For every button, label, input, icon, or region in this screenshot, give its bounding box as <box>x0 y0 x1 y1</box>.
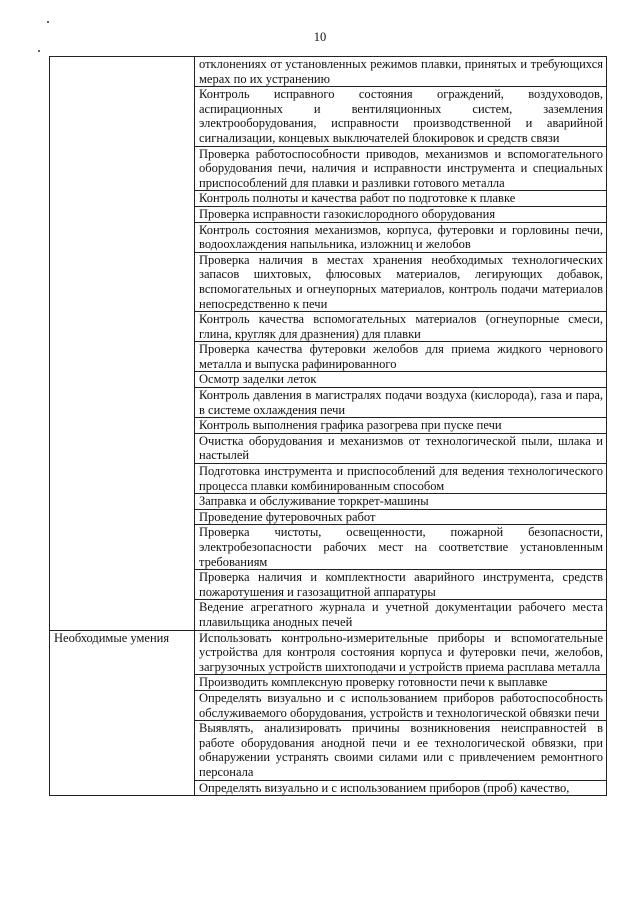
table-row <box>50 630 607 675</box>
requirements-table <box>49 56 607 796</box>
requirement-item: Проверка наличия и комплектности аварийного инструмента, средств пожаротушения и газозащитной аппаратуры <box>195 570 607 600</box>
requirement-item: Проведение футеровочных работ <box>195 509 607 525</box>
requirement-item: Заправка и обслуживание торкрет-машины <box>195 494 607 510</box>
requirement-item: Определять визуально и с использованием приборов (проб) качество, <box>195 780 607 796</box>
requirement-item: Контроль состояния механизмов, корпуса, футеровки и горловины печи, водоохлаждения напыльника, изложниц и желобов <box>195 222 607 252</box>
section-label-cell <box>50 57 195 631</box>
requirement-item: Подготовка инструмента и приспособлений для ведения технологического процесса плавки комбинированным способом <box>195 464 607 494</box>
section-label-cell: Необходимые умения <box>50 630 195 796</box>
table-row <box>50 57 607 87</box>
requirement-item: Выявлять, анализировать причины возникновения неисправностей в работе оборудования анодной печи и ее технологической обвязки, при обнаружении устранять своими силами или с привлечением ремонтного персонала <box>195 721 607 780</box>
scan-speck <box>38 50 40 52</box>
requirement-item: Проверка работоспособности приводов, механизмов и вспомогательного оборудования печи, наличия и исправности инструмента и специальных приспособлений для плавки и разливки готового металла <box>195 146 607 191</box>
requirement-item: Очистка оборудования и механизмов от технологической пыли, шлака и настылей <box>195 433 607 463</box>
page-number: 10 <box>313 30 327 44</box>
requirement-item: Контроль выполнения графика разогрева при пуске печи <box>195 418 607 434</box>
requirement-item: Производить комплексную проверку готовности печи к выплавке <box>195 675 607 691</box>
requirement-item: Определять визуально и с использованием приборов работоспособность обслуживаемого оборудования, устройств и технологической обвязки печи <box>195 690 607 720</box>
requirement-item: Контроль полноты и качества работ по подготовке к плавке <box>195 191 607 207</box>
requirement-item: Проверка качества футеровки желобов для приема жидкого чернового металла и выпуска рафинированного <box>195 342 607 372</box>
requirement-item: Использовать контрольно-измерительные приборы и вспомогательные устройства для контроля состояния корпуса и футеровки печи, желобов, загрузочных устройств шихтоподачи и устройств приема расплава металла <box>195 630 607 675</box>
scan-speck <box>47 21 49 23</box>
requirement-item: Проверка наличия в местах хранения необходимых технологических запасов шихтовых, флюсовых материалов, легирующих добавок, вспомогательных и огнеупорных материалов, контроль подачи материалов непосредственно к печи <box>195 252 607 311</box>
requirement-item: Контроль качества вспомогательных материалов (огнеупорные смеси, глина, кругляк для дразнения) для плавки <box>195 312 607 342</box>
requirement-item: Проверка исправности газокислородного оборудования <box>195 206 607 222</box>
requirement-item: Осмотр заделки леток <box>195 372 607 388</box>
requirement-item: Контроль давления в магистралях подачи воздуха (кислорода), газа и пара, в системе охлаждения печи <box>195 388 607 418</box>
requirement-item: Контроль исправного состояния ограждений, воздуховодов, аспирационных и вентиляционных систем, заземления электрооборудования, исправности производственной и аварийной сигнализации, концевых выключателей блокировок и средств связи <box>195 87 607 146</box>
requirement-item: Проверка чистоты, освещенности, пожарной безопасности, электробезопасности рабочих мест на соответствие установленным требованиям <box>195 525 607 570</box>
requirement-item: отклонениях от установленных режимов плавки, принятых и требующихся мерах по их устранению <box>195 57 607 87</box>
requirement-item: Ведение агрегатного журнала и учетной документации рабочего места плавильщика анодных печей <box>195 600 607 630</box>
